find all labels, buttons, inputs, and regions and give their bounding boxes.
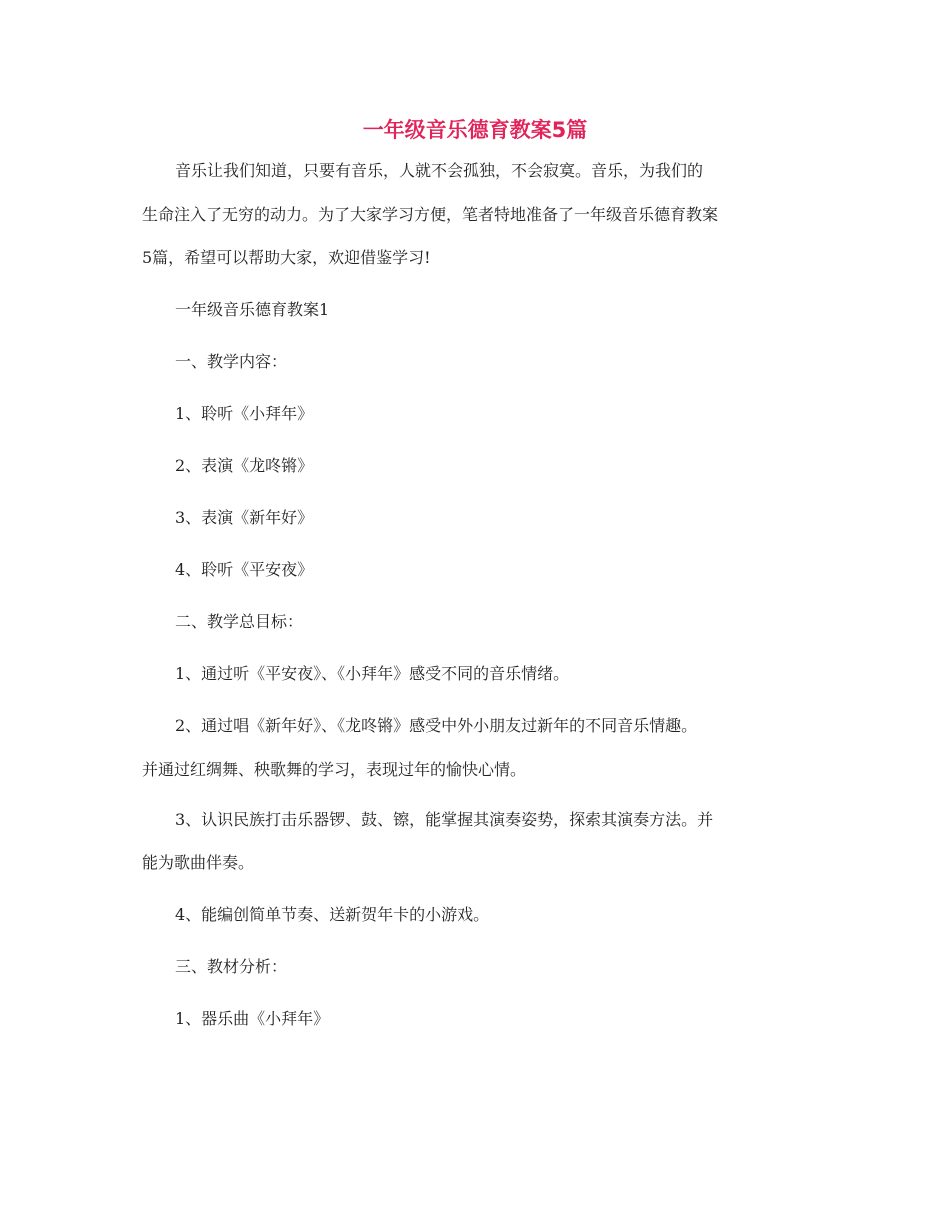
part2-goal-3-line-2: 能为歌曲伴奏。 (142, 853, 255, 872)
part3-heading: 三、教材分析： (175, 957, 288, 976)
part1-item-2: 2、表演《龙咚锵》 (175, 456, 314, 475)
part2-goal-3-line-1: 3、认识民族打击乐器锣、鼓、镲，能掌握其演奏姿势，探索其演奏方法。并 (175, 810, 714, 829)
document-title: 一年级音乐德育教案5篇 (362, 118, 588, 142)
part2-heading: 二、教学总目标： (175, 612, 304, 631)
part1-item-1: 1、聆听《小拜年》 (175, 404, 314, 423)
part2-goal-2-line-2: 并通过红绸舞、秧歌舞的学习，表现过年的愉快心情。 (142, 760, 527, 779)
part1-heading: 一、教学内容： (175, 352, 288, 371)
part2-goal-1: 1、通过听《平安夜》、《小拜年》感受不同的音乐情绪。 (175, 664, 570, 683)
part1-item-3: 3、表演《新年好》 (175, 508, 314, 527)
part2-goal-4: 4、能编创简单节奏、送新贺年卡的小游戏。 (175, 905, 490, 924)
intro-line-1: 音乐让我们知道，只要有音乐，人就不会孤独，不会寂寞。音乐，为我们的 (175, 161, 704, 180)
intro-line-3: 5篇，希望可以帮助大家，欢迎借鉴学习! (142, 248, 431, 267)
part2-goal-2-line-1: 2、通过唱《新年好》、《龙咚锵》感受中外小朋友过新年的不同音乐情趣。 (175, 716, 698, 735)
section-heading: 一年级音乐德育教案1 (175, 300, 330, 319)
part3-item-1: 1、器乐曲《小拜年》 (175, 1009, 330, 1028)
intro-line-2: 生命注入了无穷的动力。为了大家学习方便，笔者特地准备了一年级音乐德育教案 (142, 205, 719, 224)
part1-item-4: 4、聆听《平安夜》 (175, 560, 314, 579)
